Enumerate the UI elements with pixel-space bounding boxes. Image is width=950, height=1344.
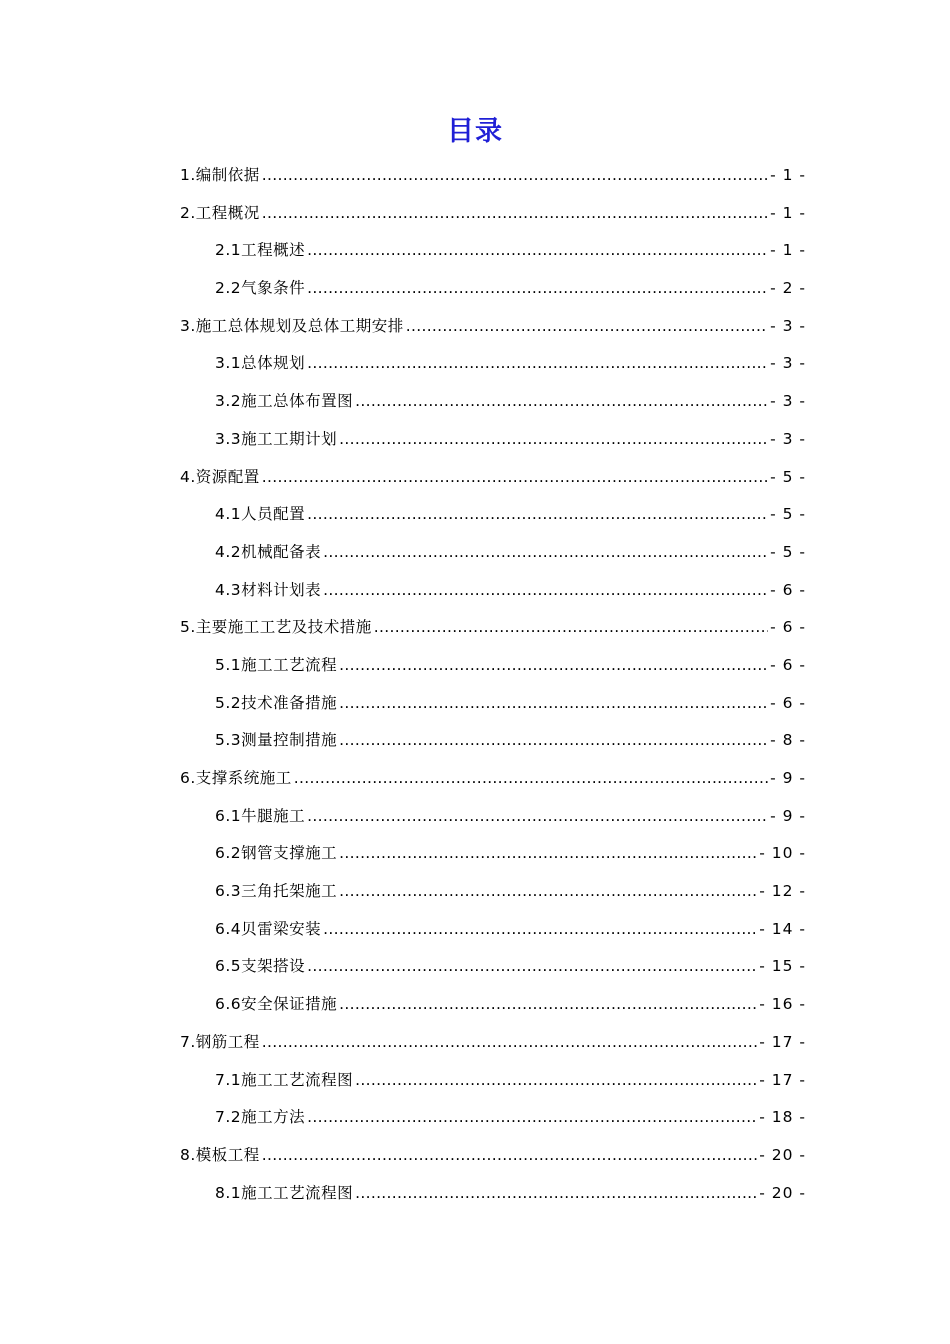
toc-page-number: - 18 -: [759, 1108, 806, 1127]
toc-dot-leader: [339, 986, 757, 1024]
toc-page-number: - 3 -: [770, 392, 806, 411]
toc-title: 目录: [447, 116, 503, 147]
toc-dot-leader: [307, 496, 768, 534]
toc-entry-title: 6.6安全保证措施: [215, 995, 338, 1014]
toc-page-number: - 6 -: [770, 618, 806, 637]
toc-dot-leader: [374, 609, 768, 647]
toc-section-entry[interactable]: [0, 534, 950, 572]
toc-dot-leader: [355, 383, 768, 421]
toc-page-number: - 12 -: [759, 882, 806, 901]
toc-page-number: - 6 -: [770, 655, 806, 674]
toc-entry-title: 5.主要施工工艺及技术措施: [180, 618, 372, 637]
toc-dot-leader: [307, 232, 768, 270]
toc-dot-leader: [323, 911, 757, 949]
toc-dot-leader: [355, 1062, 757, 1100]
toc-entry-title: 6.5支架搭设: [215, 957, 306, 976]
toc-section-entry[interactable]: [0, 873, 950, 911]
toc-entry-title: 6.2钢管支撑施工: [215, 844, 338, 863]
toc-dot-leader: [307, 1099, 757, 1137]
toc-dot-leader: [307, 798, 768, 836]
toc-entry-title: 5.3测量控制措施: [215, 731, 338, 750]
toc-dot-leader: [339, 685, 768, 723]
toc-entry-title: 2.1工程概述: [215, 241, 306, 260]
toc-section-entry[interactable]: [0, 572, 950, 610]
toc-page-number: - 6 -: [770, 693, 806, 712]
toc-entry-title: 8.模板工程: [180, 1145, 260, 1164]
toc-section-entry[interactable]: [0, 986, 950, 1024]
toc-entry-title: 3.施工总体规划及总体工期安排: [180, 316, 404, 335]
toc-entry-title: 6.1牛腿施工: [215, 806, 306, 825]
toc-page-number: - 1 -: [770, 241, 806, 260]
toc-page-number: - 10 -: [759, 844, 806, 863]
toc-section-entry[interactable]: [0, 1099, 950, 1137]
toc-dot-leader: [406, 308, 768, 346]
toc-dot-leader: [339, 873, 757, 911]
toc-page-number: - 5 -: [770, 542, 806, 561]
toc-page-number: - 2 -: [770, 279, 806, 298]
toc-entry-title: 4.2机械配备表: [215, 542, 322, 561]
toc-dot-leader: [307, 270, 768, 308]
toc-section-entry[interactable]: [0, 798, 950, 836]
toc-dot-leader: [307, 345, 768, 383]
toc-entry-title: 3.1总体规划: [215, 354, 306, 373]
toc-entry-title: 7.2施工方法: [215, 1108, 306, 1127]
toc-page-number: - 16 -: [759, 995, 806, 1014]
toc-entry-title: 4.1人员配置: [215, 505, 306, 524]
toc-chapter-entry[interactable]: [0, 609, 950, 647]
toc-page-number: - 1 -: [770, 166, 806, 184]
toc-page-number: - 17 -: [759, 1070, 806, 1089]
toc-dot-leader: [339, 647, 768, 685]
toc-chapter-entry[interactable]: [0, 195, 950, 233]
toc-entry-title: 4.资源配置: [180, 467, 260, 486]
toc-dot-leader: [355, 1175, 757, 1213]
toc-page-number: - 17 -: [759, 1032, 806, 1051]
toc-page-number: - 20 -: [759, 1145, 806, 1164]
toc-dot-leader: [339, 421, 768, 459]
toc-entry-title: 8.1施工工艺流程图: [215, 1183, 354, 1202]
toc-section-entry[interactable]: [0, 270, 950, 308]
toc-list: [0, 157, 950, 1212]
toc-dot-leader: [294, 760, 768, 798]
toc-page-number: - 20 -: [759, 1183, 806, 1202]
toc-section-entry[interactable]: [0, 1175, 950, 1213]
toc-page-number: - 5 -: [770, 505, 806, 524]
toc-page-number: - 14 -: [759, 919, 806, 938]
toc-entry-title: 6.3三角托架施工: [215, 882, 338, 901]
toc-section-entry[interactable]: [0, 685, 950, 723]
toc-page-number: - 3 -: [770, 354, 806, 373]
toc-section-entry[interactable]: [0, 496, 950, 534]
toc-dot-leader: [339, 835, 757, 873]
toc-page-number: - 3 -: [770, 316, 806, 335]
toc-section-entry[interactable]: [0, 835, 950, 873]
toc-page-number: - 5 -: [770, 467, 806, 486]
toc-page-number: - 9 -: [770, 769, 806, 787]
toc-entry-title: 6.4贝雷梁安装: [215, 919, 322, 938]
toc-section-entry[interactable]: [0, 1062, 950, 1100]
toc-entry-title: 1.编制依据: [180, 166, 260, 184]
toc-section-entry[interactable]: [0, 421, 950, 459]
toc-chapter-entry[interactable]: [0, 760, 950, 798]
toc-page-number: - 9 -: [770, 806, 806, 825]
toc-page-number: - 1 -: [770, 203, 806, 222]
toc-section-entry[interactable]: [0, 232, 950, 270]
toc-entry-title: 5.1施工工艺流程: [215, 655, 338, 674]
toc-page-number: - 8 -: [770, 731, 806, 750]
toc-chapter-entry[interactable]: [0, 157, 950, 195]
toc-chapter-entry[interactable]: [0, 308, 950, 346]
toc-entry-title: 2.2气象条件: [215, 279, 306, 298]
toc-section-entry[interactable]: [0, 722, 950, 760]
toc-dot-leader: [307, 948, 757, 986]
toc-page-number: - 15 -: [759, 957, 806, 976]
toc-chapter-entry[interactable]: [0, 459, 950, 497]
toc-entry-title: 3.3施工工期计划: [215, 429, 338, 448]
toc-entry-title: 4.3材料计划表: [215, 580, 322, 599]
toc-entry-title: 3.2施工总体布置图: [215, 392, 354, 411]
toc-entry-title: 5.2技术准备措施: [215, 693, 338, 712]
toc-entry-title: 2.工程概况: [180, 203, 260, 222]
toc-section-entry[interactable]: [0, 383, 950, 421]
toc-entry-title: 6.支撑系统施工: [180, 769, 292, 787]
toc-page-number: - 3 -: [770, 429, 806, 448]
toc-entry-title: 7.1施工工艺流程图: [215, 1070, 354, 1089]
toc-dot-leader: [323, 534, 768, 572]
toc-dot-leader: [262, 157, 768, 195]
toc-dot-leader: [262, 1024, 757, 1062]
toc-section-entry[interactable]: [0, 647, 950, 685]
toc-dot-leader: [262, 459, 768, 497]
toc-section-entry[interactable]: [0, 911, 950, 949]
toc-dot-leader: [323, 572, 768, 610]
toc-chapter-entry[interactable]: [0, 1137, 950, 1175]
toc-section-entry[interactable]: [0, 345, 950, 383]
toc-dot-leader: [262, 1137, 757, 1175]
toc-dot-leader: [262, 195, 768, 233]
toc-dot-leader: [339, 722, 768, 760]
toc-section-entry[interactable]: [0, 948, 950, 986]
toc-chapter-entry[interactable]: [0, 1024, 950, 1062]
toc-page-number: - 6 -: [770, 580, 806, 599]
toc-entry-title: 7.钢筋工程: [180, 1032, 260, 1051]
